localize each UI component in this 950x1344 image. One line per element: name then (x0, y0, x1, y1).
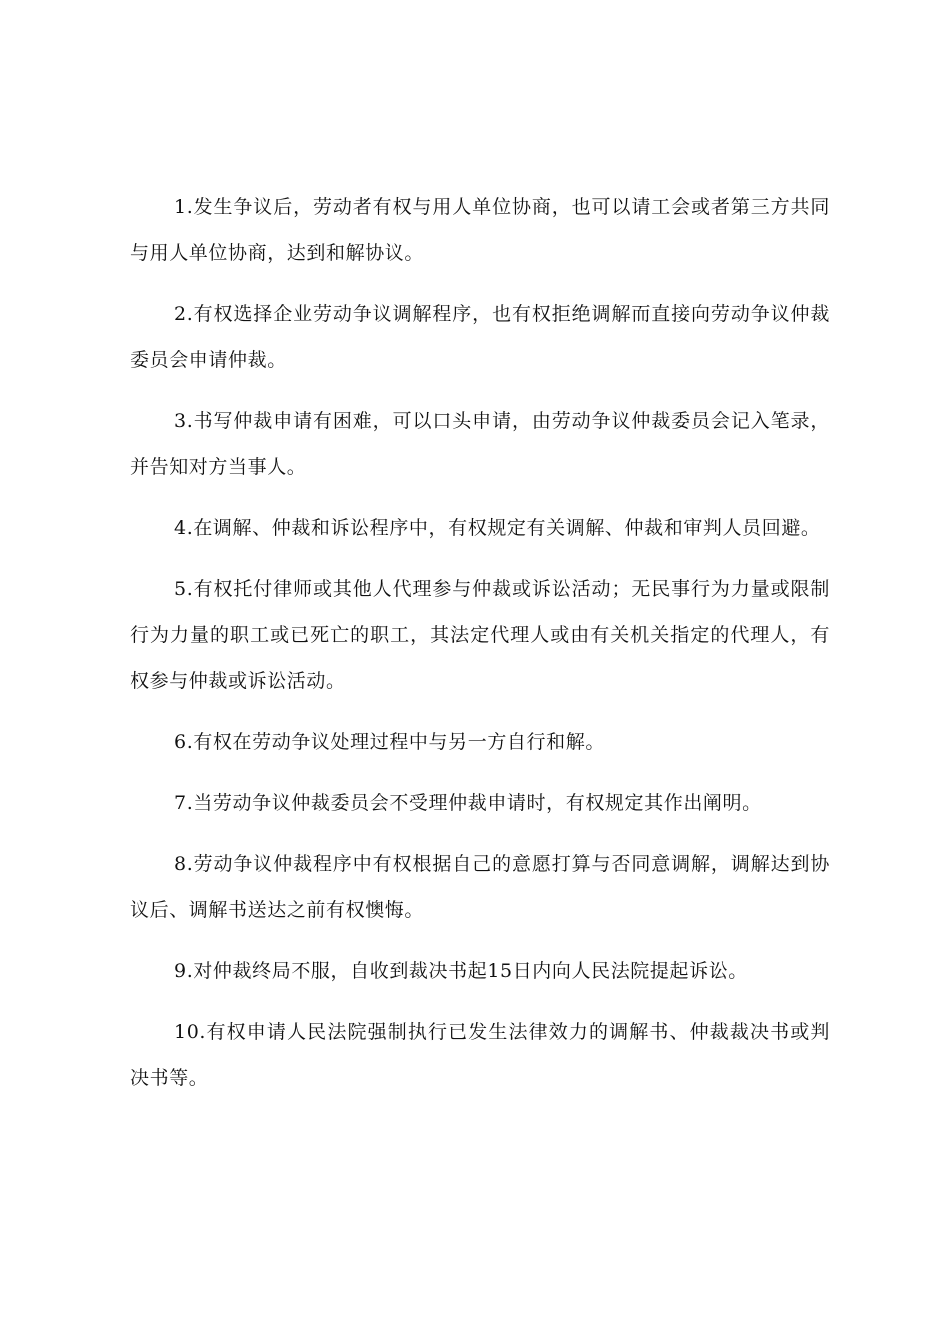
document-body (130, 184, 830, 1116)
paragraph-10: 10.有权申请人民法院强制执行已发生法律效力的调解书、仲裁裁决书或判决书等。 (130, 1021, 830, 1089)
paragraph-7: 7.当劳动争议仲裁委员会不受理仲裁申请时，有权规定其作出阐明。 (174, 792, 762, 814)
paragraph-9: 9.对仲裁终局不服，自收到裁决书起15日内向人民法院提起诉讼。 (174, 960, 748, 982)
paragraph-8: 8.劳动争议仲裁程序中有权根据自己的意愿打算与否同意调解，调解达到协议后、调解书送达之前有权懊悔。 (130, 853, 830, 921)
paragraph-5: 5.有权托付律师或其他人代理参与仲裁或诉讼活动；无民事行为力量或限制行为力量的职工或已死亡的职工，其法定代理人或由有关机关指定的代理人，有权参与仲裁或诉讼活动。 (130, 578, 830, 692)
paragraph-4: 4.在调解、仲裁和诉讼程序中，有权规定有关调解、仲裁和审判人员回避。 (174, 517, 821, 539)
paragraph-2: 2.有权选择企业劳动争议调解程序，也有权拒绝调解而直接向劳动争议仲裁委员会申请仲裁。 (130, 303, 830, 371)
paragraph-6: 6.有权在劳动争议处理过程中与另一方自行和解。 (174, 731, 605, 753)
paragraph-3: 3.书写仲裁申请有困难，可以口头申请，由劳动争议仲裁委员会记入笔录，并告知对方当事人。 (130, 410, 830, 478)
paragraph-1: 1.发生争议后，劳动者有权与用人单位协商，也可以请工会或者第三方共同与用人单位协商，达到和解协议。 (130, 196, 830, 264)
